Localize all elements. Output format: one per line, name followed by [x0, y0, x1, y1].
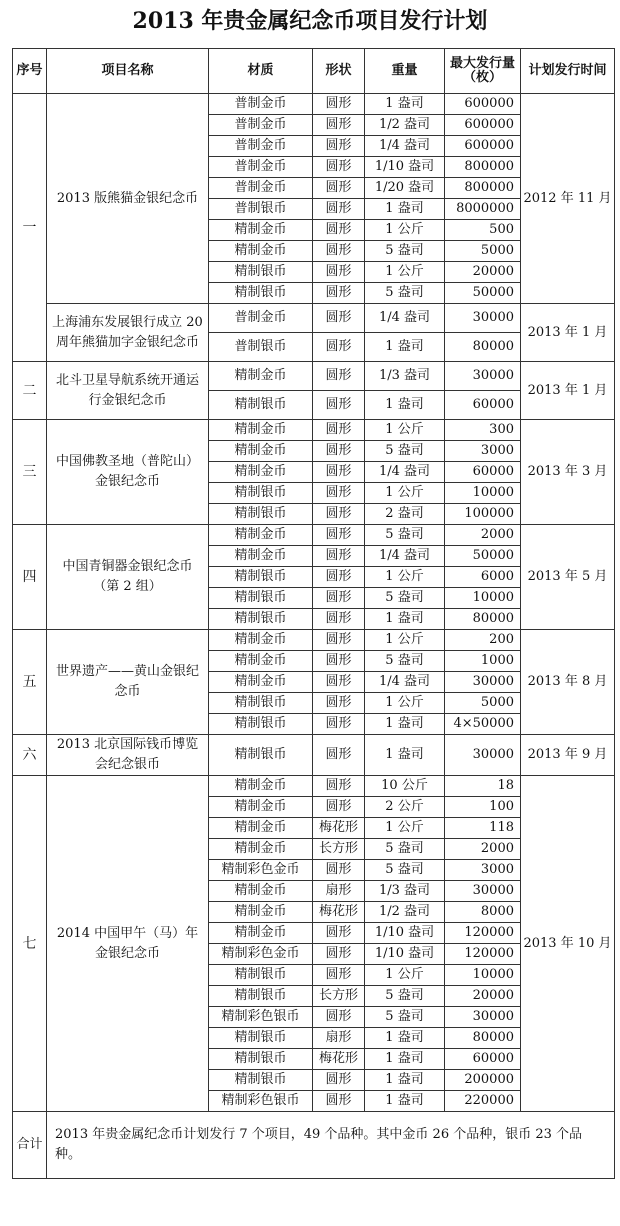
cell-qty: 20000 — [445, 986, 521, 1007]
cell-material: 精制银币 — [209, 609, 313, 630]
cell-material: 精制彩色银币 — [209, 1007, 313, 1028]
project-name: 中国青铜器金银纪念币（第 2 组） — [47, 525, 209, 630]
cell-shape: 圆形 — [313, 588, 365, 609]
cell-shape: 圆形 — [313, 860, 365, 881]
cell-weight: 1 公斤 — [365, 630, 445, 651]
coin-issuance-table — [12, 48, 615, 1179]
cell-weight: 1/2 盎司 — [365, 115, 445, 136]
cell-shape: 长方形 — [313, 839, 365, 860]
cell-material: 普制银币 — [209, 333, 313, 362]
cell-material: 精制金币 — [209, 441, 313, 462]
cell-weight: 1 盎司 — [365, 609, 445, 630]
cell-material: 精制银币 — [209, 965, 313, 986]
table-row — [13, 420, 615, 441]
cell-weight: 1 盎司 — [365, 1028, 445, 1049]
cell-shape: 圆形 — [313, 115, 365, 136]
table-row — [13, 630, 615, 651]
cell-material: 精制彩色金币 — [209, 944, 313, 965]
cell-shape: 长方形 — [313, 986, 365, 1007]
cell-material: 精制金币 — [209, 241, 313, 262]
total-summary: 2013 年贵金属纪念币计划发行 7 个项目，49 个品种。其中金币 26 个品种，银币 23 个品种。 — [47, 1112, 615, 1179]
cell-qty: 80000 — [445, 333, 521, 362]
cell-weight: 5 盎司 — [365, 283, 445, 304]
cell-qty: 30000 — [445, 735, 521, 776]
cell-shape: 圆形 — [313, 420, 365, 441]
row-seq: 一 — [13, 94, 47, 362]
cell-weight: 1/20 盎司 — [365, 178, 445, 199]
table-row — [13, 362, 615, 391]
cell-shape: 圆形 — [313, 944, 365, 965]
cell-material: 精制金币 — [209, 902, 313, 923]
project-date: 2012 年 11 月 — [521, 94, 615, 304]
cell-qty: 600000 — [445, 115, 521, 136]
cell-material: 普制金币 — [209, 178, 313, 199]
cell-weight: 1/4 盎司 — [365, 136, 445, 157]
cell-weight: 5 盎司 — [365, 241, 445, 262]
cell-shape: 圆形 — [313, 441, 365, 462]
cell-qty: 5000 — [445, 241, 521, 262]
cell-qty: 200 — [445, 630, 521, 651]
project-date: 2013 年 5 月 — [521, 525, 615, 630]
header-date: 计划发行时间 — [521, 49, 615, 94]
cell-shape: 圆形 — [313, 241, 365, 262]
row-seq: 三 — [13, 420, 47, 525]
cell-qty: 4×50000 — [445, 714, 521, 735]
cell-shape: 圆形 — [313, 965, 365, 986]
cell-qty: 30000 — [445, 362, 521, 391]
cell-qty: 5000 — [445, 693, 521, 714]
cell-shape: 圆形 — [313, 391, 365, 420]
cell-weight: 1 公斤 — [365, 483, 445, 504]
cell-weight: 1 盎司 — [365, 391, 445, 420]
header-material: 材质 — [209, 49, 313, 94]
cell-material: 精制银币 — [209, 567, 313, 588]
cell-qty: 2000 — [445, 839, 521, 860]
cell-weight: 1 公斤 — [365, 567, 445, 588]
cell-weight: 1/4 盎司 — [365, 546, 445, 567]
cell-qty: 6000 — [445, 567, 521, 588]
cell-shape: 圆形 — [313, 923, 365, 944]
cell-material: 普制金币 — [209, 157, 313, 178]
cell-material: 精制金币 — [209, 546, 313, 567]
cell-material: 精制彩色金币 — [209, 860, 313, 881]
project-name: 2013 北京国际钱币博览会纪念银币 — [47, 735, 209, 776]
cell-qty: 8000 — [445, 902, 521, 923]
cell-weight: 1 盎司 — [365, 714, 445, 735]
cell-shape: 圆形 — [313, 797, 365, 818]
cell-qty: 200000 — [445, 1070, 521, 1091]
cell-weight: 2 公斤 — [365, 797, 445, 818]
cell-shape: 圆形 — [313, 672, 365, 693]
cell-shape: 圆形 — [313, 283, 365, 304]
cell-material: 精制金币 — [209, 776, 313, 797]
cell-weight: 5 盎司 — [365, 860, 445, 881]
row-seq: 七 — [13, 776, 47, 1112]
cell-qty: 600000 — [445, 136, 521, 157]
cell-qty: 120000 — [445, 944, 521, 965]
cell-shape: 梅花形 — [313, 902, 365, 923]
table-row — [13, 735, 615, 776]
cell-weight: 1 公斤 — [365, 420, 445, 441]
cell-qty: 18 — [445, 776, 521, 797]
header-qty: 最大发行量（枚） — [445, 49, 521, 94]
cell-material: 精制金币 — [209, 923, 313, 944]
cell-qty: 100 — [445, 797, 521, 818]
cell-qty: 50000 — [445, 546, 521, 567]
cell-qty: 120000 — [445, 923, 521, 944]
row-seq: 六 — [13, 735, 47, 776]
cell-material: 精制金币 — [209, 630, 313, 651]
cell-qty: 60000 — [445, 462, 521, 483]
table-body — [13, 94, 615, 1112]
cell-shape: 圆形 — [313, 630, 365, 651]
header-seq: 序号 — [13, 49, 47, 94]
cell-qty: 3000 — [445, 860, 521, 881]
cell-material: 精制银币 — [209, 504, 313, 525]
project-name: 2014 中国甲午（马）年金银纪念币 — [47, 776, 209, 1112]
cell-weight: 1 公斤 — [365, 965, 445, 986]
project-date: 2013 年 3 月 — [521, 420, 615, 525]
cell-material: 精制银币 — [209, 1028, 313, 1049]
project-date: 2013 年 1 月 — [521, 304, 615, 362]
cell-material: 普制金币 — [209, 94, 313, 115]
project-name: 上海浦东发展银行成立 20 周年熊猫加字金银纪念币 — [47, 304, 209, 362]
row-seq: 四 — [13, 525, 47, 630]
cell-shape: 梅花形 — [313, 818, 365, 839]
cell-qty: 800000 — [445, 157, 521, 178]
project-date: 2013 年 10 月 — [521, 776, 615, 1112]
cell-weight: 1 盎司 — [365, 735, 445, 776]
cell-shape: 圆形 — [313, 693, 365, 714]
cell-weight: 1 盎司 — [365, 1049, 445, 1070]
cell-shape: 圆形 — [313, 504, 365, 525]
table-row — [13, 94, 615, 115]
cell-qty: 8000000 — [445, 199, 521, 220]
cell-qty: 30000 — [445, 304, 521, 333]
cell-shape: 圆形 — [313, 776, 365, 797]
cell-material: 普制金币 — [209, 304, 313, 333]
cell-weight: 1/10 盎司 — [365, 923, 445, 944]
cell-material: 精制金币 — [209, 420, 313, 441]
table-row — [13, 525, 615, 546]
cell-shape: 圆形 — [313, 178, 365, 199]
cell-material: 精制银币 — [209, 735, 313, 776]
cell-weight: 1 盎司 — [365, 1070, 445, 1091]
cell-weight: 1 公斤 — [365, 262, 445, 283]
cell-material: 精制银币 — [209, 283, 313, 304]
cell-material: 精制银币 — [209, 1070, 313, 1091]
cell-qty: 1000 — [445, 651, 521, 672]
project-date: 2013 年 1 月 — [521, 362, 615, 420]
cell-material: 精制银币 — [209, 588, 313, 609]
cell-shape: 圆形 — [313, 714, 365, 735]
cell-weight: 2 盎司 — [365, 504, 445, 525]
cell-weight: 5 盎司 — [365, 986, 445, 1007]
cell-shape: 圆形 — [313, 304, 365, 333]
cell-material: 精制金币 — [209, 525, 313, 546]
table-row — [13, 304, 615, 333]
cell-weight: 5 盎司 — [365, 441, 445, 462]
cell-weight: 1/3 盎司 — [365, 881, 445, 902]
cell-material: 精制银币 — [209, 391, 313, 420]
row-seq: 五 — [13, 630, 47, 735]
cell-material: 精制彩色银币 — [209, 1091, 313, 1112]
cell-weight: 1/10 盎司 — [365, 157, 445, 178]
cell-shape: 圆形 — [313, 220, 365, 241]
cell-shape: 圆形 — [313, 525, 365, 546]
cell-weight: 1 公斤 — [365, 818, 445, 839]
cell-qty: 600000 — [445, 94, 521, 115]
cell-shape: 圆形 — [313, 1007, 365, 1028]
cell-shape: 扇形 — [313, 881, 365, 902]
header-weight: 重量 — [365, 49, 445, 94]
cell-shape: 圆形 — [313, 1070, 365, 1091]
cell-shape: 圆形 — [313, 567, 365, 588]
cell-qty: 60000 — [445, 391, 521, 420]
page-title: 2013 年贵金属纪念币项目发行计划 — [132, 8, 488, 34]
cell-shape: 圆形 — [313, 262, 365, 283]
cell-qty: 220000 — [445, 1091, 521, 1112]
cell-qty: 30000 — [445, 881, 521, 902]
project-date: 2013 年 9 月 — [521, 735, 615, 776]
cell-weight: 5 盎司 — [365, 1007, 445, 1028]
cell-weight: 1/2 盎司 — [365, 902, 445, 923]
cell-weight: 1/4 盎司 — [365, 462, 445, 483]
cell-material: 精制金币 — [209, 672, 313, 693]
cell-weight: 10 公斤 — [365, 776, 445, 797]
cell-qty: 20000 — [445, 262, 521, 283]
cell-qty: 118 — [445, 818, 521, 839]
cell-qty: 80000 — [445, 609, 521, 630]
cell-material: 普制银币 — [209, 199, 313, 220]
cell-qty: 30000 — [445, 1007, 521, 1028]
cell-qty: 10000 — [445, 483, 521, 504]
cell-weight: 1/10 盎司 — [365, 944, 445, 965]
cell-material: 精制银币 — [209, 483, 313, 504]
cell-qty: 2000 — [445, 525, 521, 546]
row-seq: 二 — [13, 362, 47, 420]
cell-qty: 800000 — [445, 178, 521, 199]
cell-shape: 圆形 — [313, 483, 365, 504]
cell-shape: 圆形 — [313, 1091, 365, 1112]
cell-shape: 圆形 — [313, 199, 365, 220]
cell-material: 精制金币 — [209, 362, 313, 391]
cell-qty: 100000 — [445, 504, 521, 525]
cell-shape: 圆形 — [313, 157, 365, 178]
cell-shape: 扇形 — [313, 1028, 365, 1049]
cell-qty: 10000 — [445, 965, 521, 986]
project-name: 北斗卫星导航系统开通运行金银纪念币 — [47, 362, 209, 420]
cell-qty: 30000 — [445, 672, 521, 693]
project-name: 世界遗产——黄山金银纪念币 — [47, 630, 209, 735]
header-shape: 形状 — [313, 49, 365, 94]
cell-shape: 圆形 — [313, 609, 365, 630]
cell-weight: 1/4 盎司 — [365, 672, 445, 693]
cell-material: 精制银币 — [209, 986, 313, 1007]
cell-shape: 梅花形 — [313, 1049, 365, 1070]
cell-shape: 圆形 — [313, 94, 365, 115]
cell-material: 精制金币 — [209, 818, 313, 839]
project-name: 中国佛教圣地（普陀山）金银纪念币 — [47, 420, 209, 525]
total-row — [13, 1112, 615, 1179]
cell-material: 普制金币 — [209, 115, 313, 136]
cell-weight: 5 盎司 — [365, 525, 445, 546]
total-label: 合计 — [13, 1112, 47, 1179]
cell-material: 精制金币 — [209, 220, 313, 241]
cell-weight: 1 公斤 — [365, 220, 445, 241]
project-date: 2013 年 8 月 — [521, 630, 615, 735]
cell-weight: 1/4 盎司 — [365, 304, 445, 333]
cell-material: 精制银币 — [209, 714, 313, 735]
cell-weight: 1 盎司 — [365, 333, 445, 362]
cell-material: 精制金币 — [209, 462, 313, 483]
cell-qty: 500 — [445, 220, 521, 241]
cell-shape: 圆形 — [313, 735, 365, 776]
cell-weight: 1 公斤 — [365, 693, 445, 714]
cell-weight: 5 盎司 — [365, 588, 445, 609]
cell-qty: 80000 — [445, 1028, 521, 1049]
cell-material: 精制银币 — [209, 693, 313, 714]
cell-material: 精制金币 — [209, 839, 313, 860]
cell-weight: 1 盎司 — [365, 199, 445, 220]
cell-qty: 300 — [445, 420, 521, 441]
cell-shape: 圆形 — [313, 651, 365, 672]
cell-material: 精制金币 — [209, 881, 313, 902]
header-name: 项目名称 — [47, 49, 209, 94]
cell-weight: 1 盎司 — [365, 1091, 445, 1112]
cell-qty: 3000 — [445, 441, 521, 462]
header-row — [13, 49, 615, 94]
cell-weight: 5 盎司 — [365, 839, 445, 860]
project-name: 2013 版熊猫金银纪念币 — [47, 94, 209, 304]
cell-shape: 圆形 — [313, 546, 365, 567]
cell-material: 精制金币 — [209, 651, 313, 672]
cell-material: 精制银币 — [209, 262, 313, 283]
cell-shape: 圆形 — [313, 362, 365, 391]
cell-qty: 50000 — [445, 283, 521, 304]
cell-shape: 圆形 — [313, 462, 365, 483]
table-row — [13, 776, 615, 797]
cell-material: 精制银币 — [209, 1049, 313, 1070]
cell-shape: 圆形 — [313, 136, 365, 157]
cell-material: 普制金币 — [209, 136, 313, 157]
cell-weight: 1 盎司 — [365, 94, 445, 115]
cell-shape: 圆形 — [313, 333, 365, 362]
cell-material: 精制金币 — [209, 797, 313, 818]
cell-qty: 10000 — [445, 588, 521, 609]
cell-weight: 1/3 盎司 — [365, 362, 445, 391]
cell-qty: 60000 — [445, 1049, 521, 1070]
cell-weight: 5 盎司 — [365, 651, 445, 672]
